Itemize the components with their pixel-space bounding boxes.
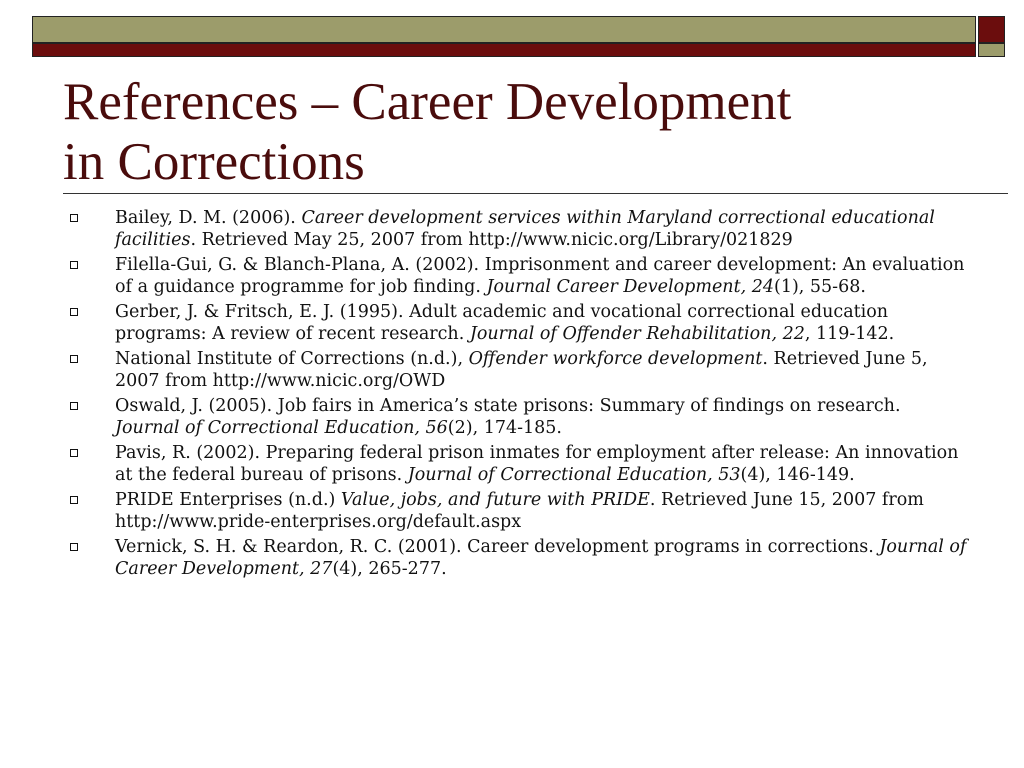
square-bullet-icon [70, 496, 78, 504]
header-bar-olive [32, 16, 976, 43]
square-bullet-icon [70, 543, 78, 551]
header-square-red [978, 16, 1005, 43]
reference-item: Gerber, J. & Fritsch, E. J. (1995). Adult academic and vocational correctional education programs: A review of recent research. Journal of Offender Rehabilitation, 22, 119-142. [70, 301, 970, 345]
header-bar-red [32, 43, 976, 57]
square-bullet-icon [70, 355, 78, 363]
title-line-2: in Corrections [63, 133, 365, 191]
square-bullet-icon [70, 308, 78, 316]
reference-item: PRIDE Enterprises (n.d.) Value, jobs, and future with PRIDE. Retrieved June 15, 2007 from http://www.pride-enterprises.org/default.aspx [70, 489, 970, 533]
reference-list [70, 207, 970, 583]
square-bullet-icon [70, 402, 78, 410]
square-bullet-icon [70, 214, 78, 222]
title-divider [63, 193, 1008, 194]
square-bullet-icon [70, 449, 78, 457]
header-square-olive [978, 43, 1005, 57]
title-line-1: References – Career Development [63, 73, 792, 131]
reference-item: Pavis, R. (2002). Preparing federal prison inmates for employment after release: An innovation at the federal bureau of prisons. Journal of Correctional Education, 53(4), 146-149. [70, 442, 970, 486]
reference-item: Vernick, S. H. & Reardon, R. C. (2001). Career development programs in corrections. Journal of Career Development, 27(4), 265-277. [70, 536, 970, 580]
reference-item: Filella-Gui, G. & Blanch-Plana, A. (2002). Imprisonment and career development: An evaluation of a guidance programme for job finding. Journal Career Development, 24(1), 55-68. [70, 254, 970, 298]
reference-item: Oswald, J. (2005). Job fairs in America’s state prisons: Summary of findings on research. Journal of Correctional Education, 56(2), 174-185. [70, 395, 970, 439]
square-bullet-icon [70, 261, 78, 269]
slide-title [63, 72, 963, 192]
reference-item: National Institute of Corrections (n.d.), Offender workforce development. Retrieved June 5, 2007 from http://www.nicic.org/OWD [70, 348, 970, 392]
reference-item: Bailey, D. M. (2006). Career development services within Maryland correctional educational facilities. Retrieved May 25, 2007 from http://www.nicic.org/Library/021829 [70, 207, 970, 251]
